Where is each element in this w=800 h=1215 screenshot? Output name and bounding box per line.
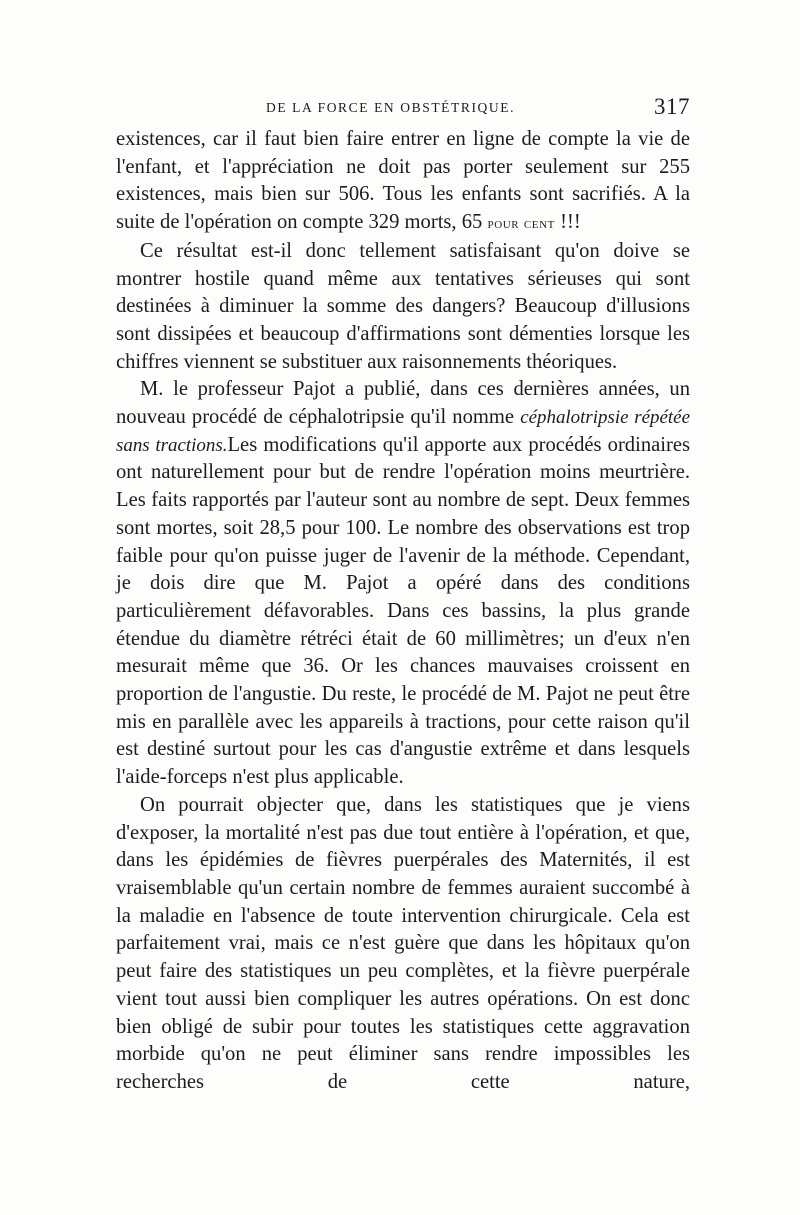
paragraph-continuation — [116, 126, 690, 238]
text-segment: !!! — [554, 211, 581, 234]
italic-segment: céphalotripsie répétée sans tractions. — [116, 407, 690, 456]
small-caps-segment: pour cent — [487, 215, 555, 233]
text-segment: existences, car il faut bien faire entrer en ligne de compte la vie de l'enfant, et l'appréciation ne doit pas porter seulement sur 255 existences, mais bien sur 506. Tous les enfants sont sacrifiés. A la suite de l'opération on compte 329 morts, 65 — [116, 128, 690, 234]
text-segment: Ce résultat est-il donc tellement satisfaisant qu'on doive se montrer hostile quand même aux tentatives sérieuses qui sont destinées à diminuer la somme des dangers? Beaucoup d'illusions sont dissipées et beaucoup d'affirmations sont démenties lorsque les chiffres viennent se substituer aux raisonnements théoriques. — [116, 239, 690, 373]
paragraph — [116, 238, 690, 377]
paragraph — [116, 376, 690, 792]
running-head — [116, 94, 690, 124]
text-segment: M. le professeur Pajot a publié, dans ces dernières années, un nouveau procédé de céphalotripsie qu'il nomme — [116, 378, 690, 429]
paragraph — [116, 792, 690, 1097]
page-number: 317 — [654, 94, 690, 119]
body-text — [116, 126, 690, 1097]
text-segment: On pourrait objecter que, dans les statistiques que je viens d'exposer, la mortalité n'est pas due tout entière à l'opération, et que, dans les épidémies de fièvres puerpérales des Maternités, il est vraisemblable qu'un certain nombre de femmes auraient succombé à la maladie en l'absence de toute intervention chirurgicale. Cela est parfaitement vrai, mais ce n'est guère que dans les hôpitaux qu'on peut faire des statistiques un peu complètes, et la fièvre puerpérale vient tout aussi bien compliquer les autres opérations. On est donc bien obligé de subir pour toutes les statistiques cette aggravation morbide qu'on ne peut éliminer sans rendre impossibles les recherches de cette nature, — [116, 793, 690, 1093]
running-title: DE LA FORCE EN OBSTÉTRIQUE. — [266, 100, 516, 115]
text-segment: Les modifications qu'il apporte aux procédés ordinaires ont naturellement pour but de rendre l'opération moins meurtrière. Les faits rapportés par l'auteur sont au nombre de sept. Deux femmes sont mortes, soit 28,5 pour 100. Le nombre des observations est trop faible pour qu'on puisse juger de l'avenir de la méthode. Cependant, je dois dire que M. Pajot a opéré dans des conditions particulièrement défavorables. Dans ces bassins, la plus grande étendue du diamètre rétréci était de 60 millimètres; un d'eux n'en mesurait même que 36. Or les chances mauvaises croissent en proportion de l'angustie. Du reste, le procédé de M. Pajot ne peut être mis en parallèle avec les appareils à tractions, pour cette raison qu'il est destiné surtout pour les cas d'angustie extrême et dans lesquels l'aide-forceps n'est plus applicable. — [116, 433, 690, 789]
